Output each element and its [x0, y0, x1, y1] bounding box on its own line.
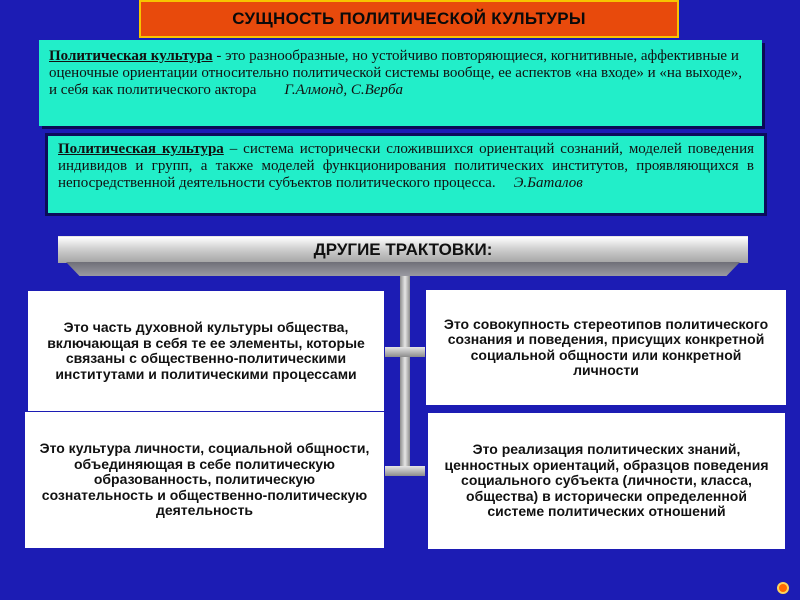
- page-title-text: СУЩНОСТЬ ПОЛИТИЧЕСКОЙ КУЛЬТУРЫ: [232, 9, 586, 28]
- interpretation-card: [25, 412, 384, 548]
- banner-shadow: [66, 262, 740, 276]
- definition-term: Политическая культура: [49, 48, 213, 64]
- interpretation-text: Это совокупность стереотипов политического сознания и поведения, присущих конкретной социальной общности или конкретной личности: [443, 315, 769, 378]
- interpretation-text: Это культура личности, социальной общности, объединяющая в себе политическую образованность, политическую сознательность и общественно-политическую деятельность: [39, 440, 370, 519]
- definition-author: Г.Алмонд, С.Верба: [284, 82, 404, 98]
- interpretation-card: [28, 291, 384, 411]
- interpretation-text: Это часть духовной культуры общества, включающая в себя те ее элементы, которые связаны с общественно-политическими институтами и политическими процессами: [47, 319, 365, 382]
- other-interpretations-heading: [58, 236, 748, 263]
- definition-term: Политическая культура: [58, 141, 224, 157]
- page-title: [139, 0, 679, 38]
- other-interpretations-heading-text: ДРУГИЕ ТРАКТОВКИ:: [313, 240, 493, 259]
- interpretation-text: Это реализация политических знаний, ценностных ориентаций, образцов поведения социального субъекта (личности, класса, общества) в исторически определенной системе политических отношений: [444, 441, 769, 520]
- definition-author: Э.Баталов: [513, 175, 583, 191]
- definition-text: – система исторически сложившихся ориентаций сознаний, моделей поведения индивидов и групп, а также моделей функционирования политических институтов, проявляющихся в непосредственной деятельности субъектов политического процесса.: [58, 141, 755, 191]
- definition-almond-verba: [39, 40, 762, 126]
- connector-bar: [385, 347, 425, 357]
- slide-corner-dot-icon: [779, 584, 787, 592]
- definition-text: - это разнообразные, но устойчиво повторяющиеся, когнитивные, аффективные и оценочные ориентации относительно политической системы вообще, ее аспектов «на входе» и «на выходе», и себя как политического актора: [49, 48, 743, 98]
- interpretation-card: [428, 413, 785, 549]
- connector-pole: [400, 276, 410, 476]
- connector-bar: [385, 466, 425, 476]
- definition-batalov: [45, 133, 767, 216]
- interpretation-card: [426, 290, 786, 405]
